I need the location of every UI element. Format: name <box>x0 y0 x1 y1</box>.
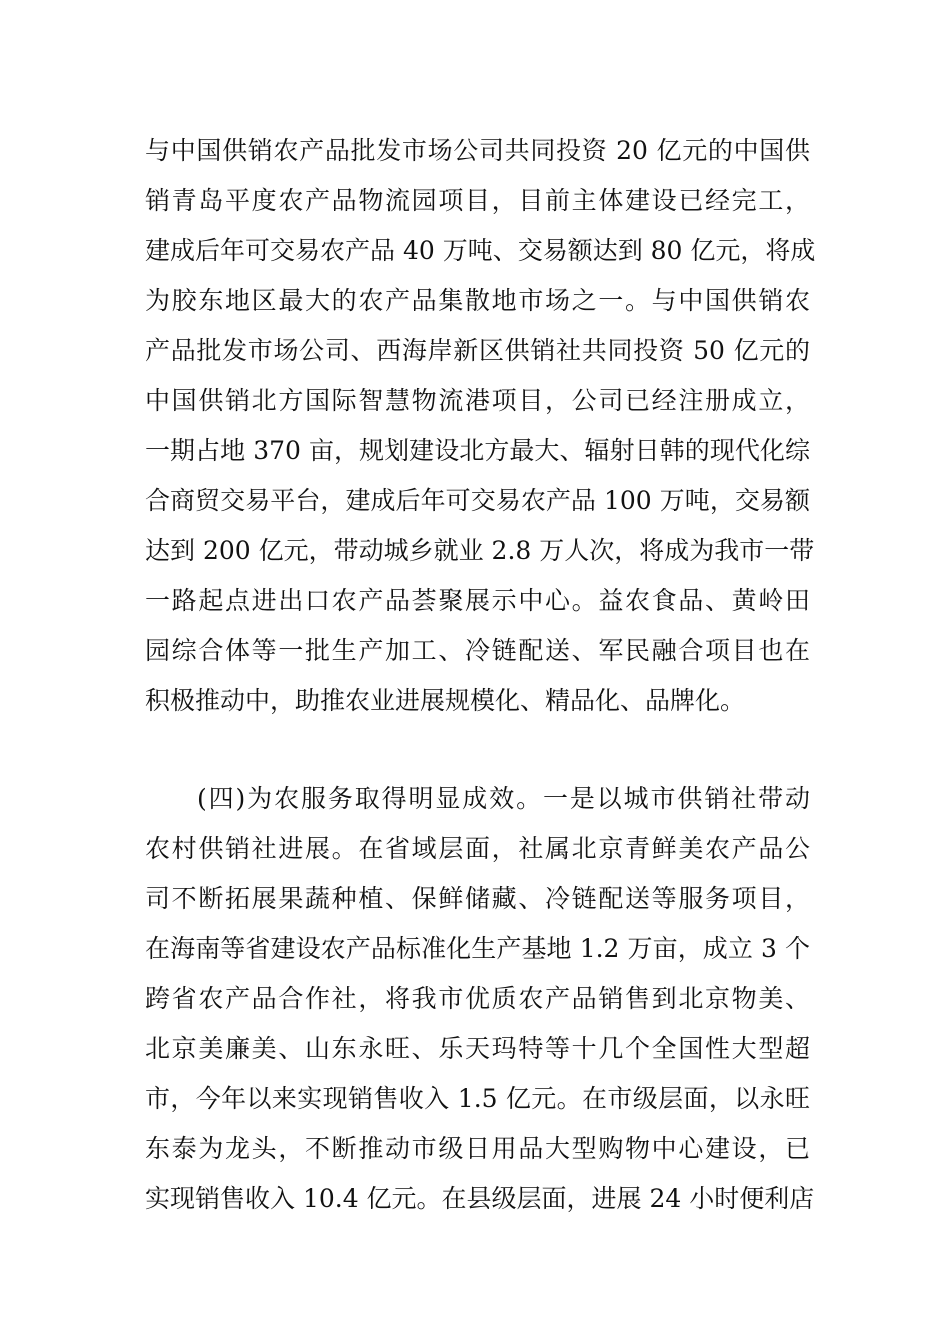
paragraph-1-line-7: 一期占地 370 亩，规划建设北方最大、辐射日韩的现代化综 <box>145 436 810 465</box>
paragraph-2-line-6: 北京美廉美、山东永旺、乐天玛特等十几个全国性大型超 <box>145 1034 810 1063</box>
paragraph-1-line-11: 园综合体等一批生产加工、冷链配送、军民融合项目也在 <box>145 636 810 665</box>
paragraph-2-line-1: (四)为农服务取得明显成效。一是以城市供销社带动 <box>197 784 810 813</box>
paragraph-1-line-8: 合商贸交易平台，建成后年可交易农产品 100 万吨，交易额 <box>145 486 810 515</box>
paragraph-1-line-5: 产品批发市场公司、西海岸新区供销社共同投资 50 亿元的 <box>145 336 810 365</box>
paragraph-2-line-5: 跨省农产品合作社，将我市优质农产品销售到北京物美、 <box>145 984 810 1013</box>
paragraph-2-line-2: 农村供销社进展。在省域层面，社属北京青鲜美农产品公 <box>145 834 810 863</box>
paragraph-2-line-7: 市，今年以来实现销售收入 1.5 亿元。在市级层面，以永旺 <box>145 1084 810 1113</box>
paragraph-1-line-4: 为胶东地区最大的农产品集散地市场之一。与中国供销农 <box>145 286 810 315</box>
paragraph-1-line-12: 积极推动中，助推农业进展规模化、精品化、品牌化。 <box>145 686 746 715</box>
paragraph-1-line-10: 一路起点进出口农产品荟聚展示中心。益农食品、黄岭田 <box>145 586 810 615</box>
paragraph-1-line-6: 中国供销北方国际智慧物流港项目，公司已经注册成立， <box>145 386 810 415</box>
paragraph-1-line-9: 达到 200 亿元，带动城乡就业 2.8 万人次，将成为我市一带 <box>145 536 815 565</box>
paragraph-2-line-3: 司不断拓展果蔬种植、保鲜储藏、冷链配送等服务项目， <box>145 884 810 913</box>
paragraph-1-line-2: 销青岛平度农产品物流园项目，目前主体建设已经完工， <box>145 186 810 215</box>
paragraph-1-line-1: 与中国供销农产品批发市场公司共同投资 20 亿元的中国供 <box>145 136 810 165</box>
paragraph-2-line-8: 东泰为龙头，不断推动市级日用品大型购物中心建设，已 <box>145 1134 810 1163</box>
paragraph-1-line-3: 建成后年可交易农产品 40 万吨、交易额达到 80 亿元，将成 <box>145 236 816 265</box>
paragraph-2-line-9: 实现销售收入 10.4 亿元。在县级层面，进展 24 小时便利店 <box>145 1184 815 1213</box>
paragraph-2-line-4: 在海南等省建设农产品标准化生产基地 1.2 万亩，成立 3 个 <box>145 934 810 963</box>
